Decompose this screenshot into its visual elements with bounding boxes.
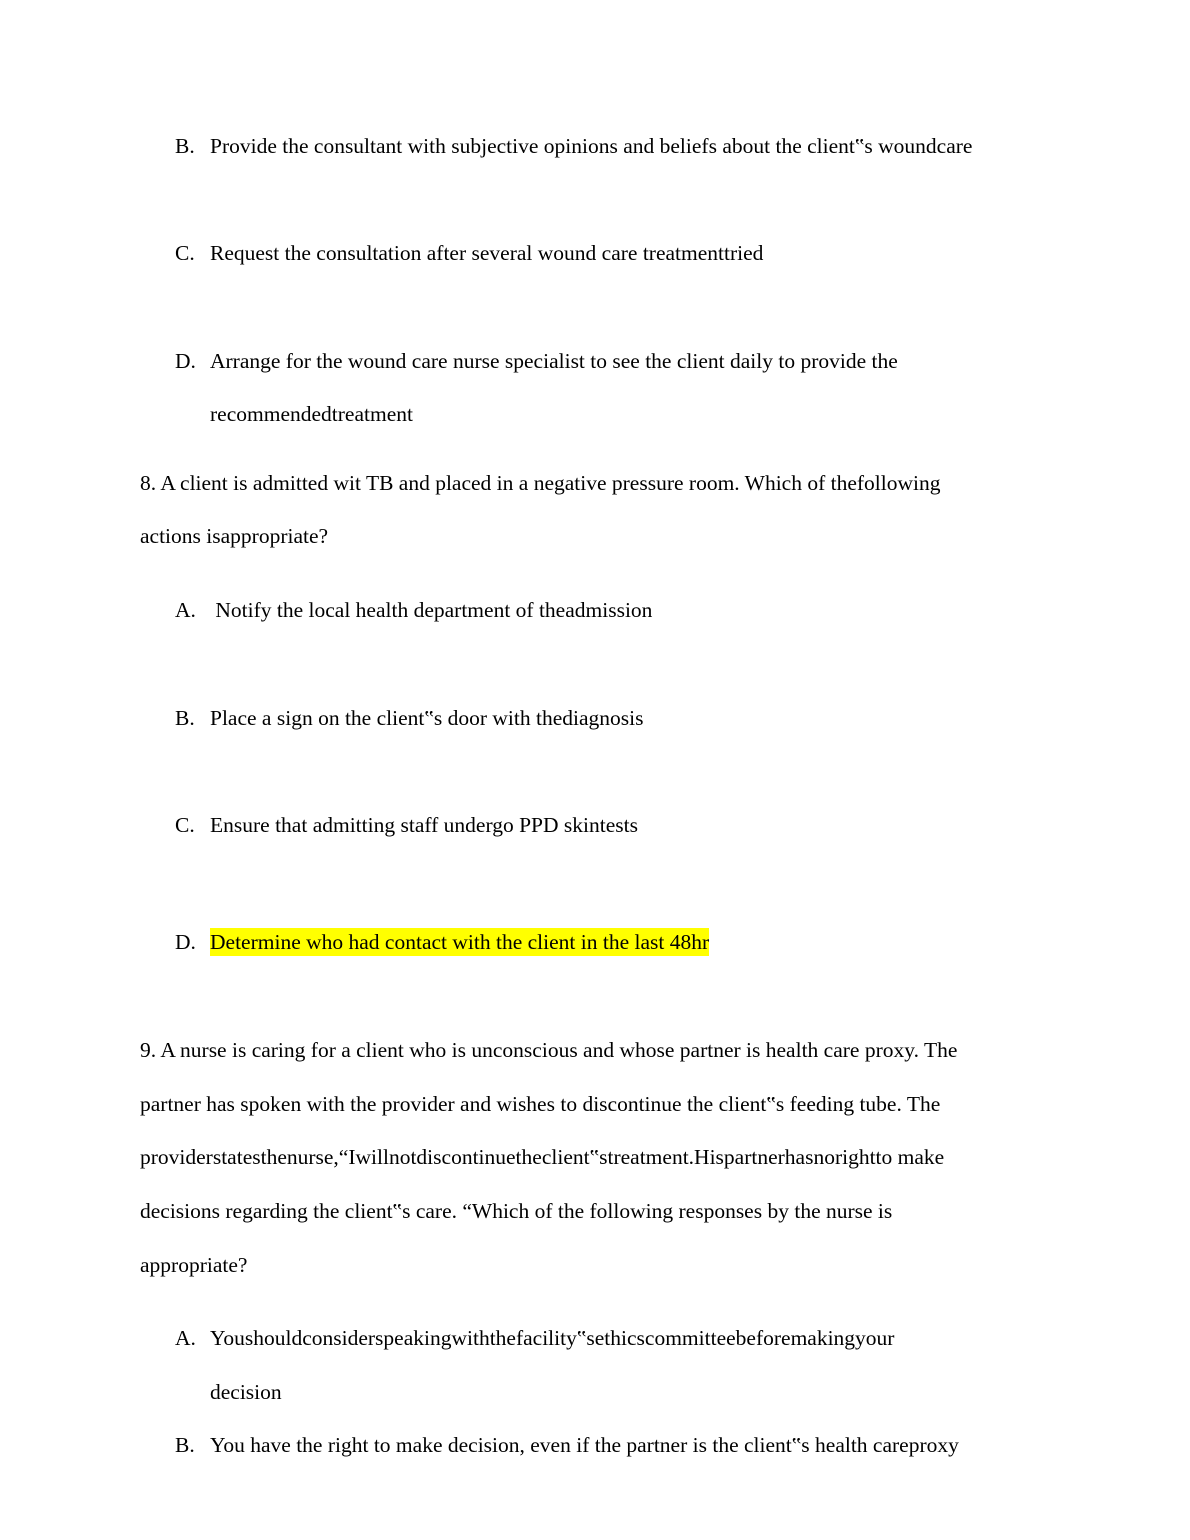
q8-option-c-letter: C. [175,813,195,837]
q7-option-b-text: Provide the consultant with subjective opinions and beliefs about the client‟s woundcare [210,134,973,158]
q9-stem-line3: providerstatesthenurse,“Iwillnotdiscontinuetheclient‟streatment.Hispartnerhasnorightto make [140,1145,945,1169]
q7-option-d-text-line1: Arrange for the wound care nurse specialist to see the client daily to provide the [210,349,898,373]
q7-option-b-letter: B. [175,134,195,158]
q8-option-c-text: Ensure that admitting staff undergo PPD skintests [210,813,638,837]
q9-stem-line2: partner has spoken with the provider and wishes to discontinue the client‟s feeding tube. The [140,1092,941,1116]
q9-option-a-text-line2: decision [210,1380,282,1404]
q7-option-d-letter: D. [175,349,196,373]
q9-stem-line1: 9. A nurse is caring for a client who is unconscious and whose partner is health care proxy. The [140,1038,958,1062]
q9-stem-line4: decisions regarding the client‟s care. “Which of the following responses by the nurse is [140,1199,893,1223]
q8-option-a-text: Notify the local health department of theadmission [210,598,653,622]
q7-option-d-text-line2: recommendedtreatment [210,402,413,426]
q8-option-a-letter: A. [175,598,196,622]
q9-stem-line5: appropriate? [140,1253,248,1277]
q7-option-c-text: Request the consultation after several wound care treatmenttried [210,241,764,265]
q7-option-c-letter: C. [175,241,195,265]
q9-option-a-text-line1: Youshouldconsiderspeakingwiththefacility‟sethicscommitteebeforemakingyour [210,1326,895,1350]
q8-option-b-text: Place a sign on the client‟s door with thediagnosis [210,706,644,730]
q8-stem-line1: 8. A client is admitted wit TB and placed in a negative pressure room. Which of thefollowing [140,471,941,495]
q8-stem-line2: actions isappropriate? [140,524,329,548]
q9-option-b-text: You have the right to make decision, even if the partner is the client‟s health careproxy [210,1433,959,1457]
q8-option-d-letter: D. [175,930,196,954]
q8-option-d-highlighted-answer: Determine who had contact with the client in the last 48hr [210,930,710,954]
q9-option-a-letter: A. [175,1326,196,1350]
q9-option-b-letter: B. [175,1433,195,1457]
q8-option-b-letter: B. [175,706,195,730]
